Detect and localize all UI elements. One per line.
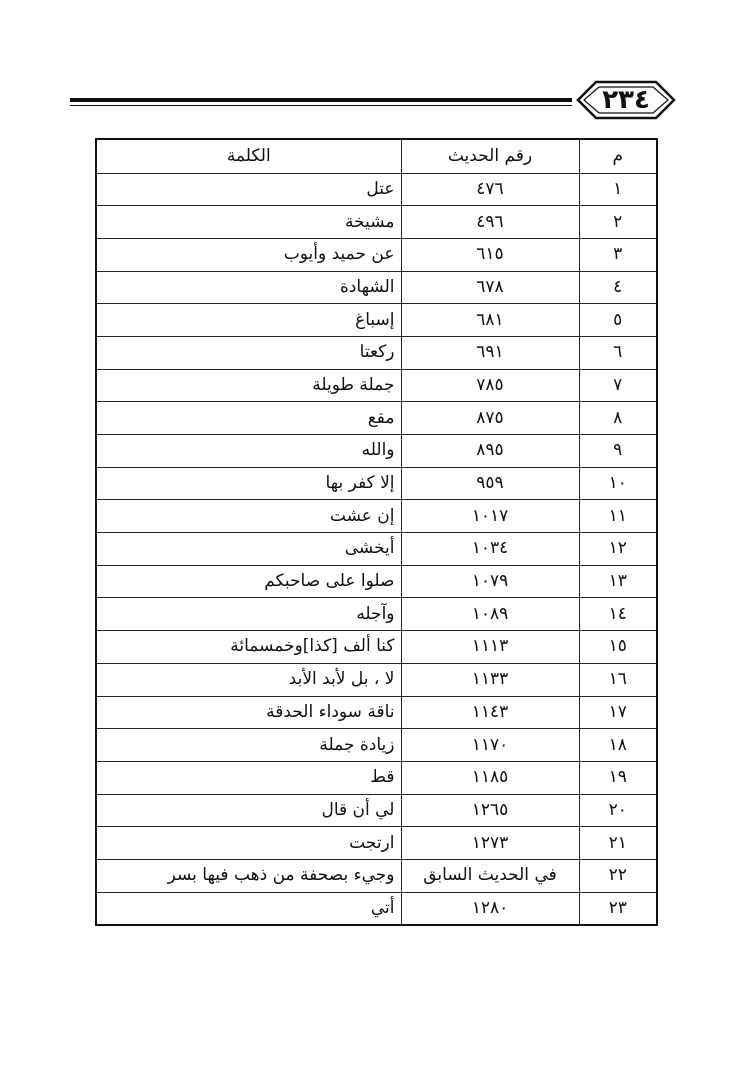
word: إلا كفر بها [96,467,401,500]
hadith-number: ١٢٦٥ [401,794,579,827]
hadith-number: ٤٩٦ [401,206,579,239]
row-index: ١٥ [579,631,657,664]
word: عن حميد وأيوب [96,238,401,271]
hadith-words-table [95,138,658,926]
word: ناقة سوداء الحدقة [96,696,401,729]
table-row [96,467,657,500]
row-index: ٤ [579,271,657,304]
hadith-number: ٦١٥ [401,238,579,271]
word: إن عشت [96,500,401,533]
word: وآجله [96,598,401,631]
hadith-number: ٦٧٨ [401,271,579,304]
table-row [96,859,657,892]
hadith-number: ١١٤٣ [401,696,579,729]
hadith-number: ١٠٧٩ [401,565,579,598]
hadith-number: ٨٧٥ [401,402,579,435]
row-index: ٧ [579,369,657,402]
word: كنا ألف [كذا]وخمسمائة [96,631,401,664]
word: جملة طويلة [96,369,401,402]
table-row [96,729,657,762]
row-index: ٢ [579,206,657,239]
row-index: ١٦ [579,663,657,696]
hadith-number: ١١١٣ [401,631,579,664]
row-index: ١١ [579,500,657,533]
table-row [96,533,657,566]
page-number: ٢٣٤ [602,85,650,115]
hadith-number: ١١٧٠ [401,729,579,762]
hadith-number: في الحديث السابق [401,859,579,892]
hadith-number: ١١٨٥ [401,761,579,794]
row-index: ٥ [579,304,657,337]
table-row [96,598,657,631]
row-index: ٢٣ [579,892,657,925]
row-index: ١٢ [579,533,657,566]
row-index: ٢٠ [579,794,657,827]
word: والله [96,435,401,468]
header-rule [70,98,572,106]
table-row [96,238,657,271]
table-row [96,631,657,664]
table-row [96,206,657,239]
hadith-number: ٦٨١ [401,304,579,337]
table-row [96,892,657,925]
hadith-number: ٦٩١ [401,336,579,369]
word: لي أن قال [96,794,401,827]
word: ارتجت [96,827,401,860]
header-m: م [579,139,657,173]
table-body [96,173,657,925]
word: إسباغ [96,304,401,337]
word: ركعتا [96,336,401,369]
header-word: الكلمة [96,139,401,173]
hadith-number: ١٢٨٠ [401,892,579,925]
table-header-row [96,139,657,173]
row-index: ٢٢ [579,859,657,892]
word: أتي [96,892,401,925]
row-index: ١٤ [579,598,657,631]
table-row [96,173,657,206]
word: زيادة جملة [96,729,401,762]
row-index: ١٠ [579,467,657,500]
hadith-number: ١١٣٣ [401,663,579,696]
table-row [96,500,657,533]
word: لا ، بل لأبد الأبد [96,663,401,696]
table-row [96,696,657,729]
word: عتل [96,173,401,206]
hadith-number: ١٠٣٤ [401,533,579,566]
hadith-number: ٤٧٦ [401,173,579,206]
hadith-number: ٨٩٥ [401,435,579,468]
hadith-number: ١٠٨٩ [401,598,579,631]
table-row [96,761,657,794]
word: وجيء بصحفة من ذهب فيها بسر [96,859,401,892]
hadith-number: ١٢٧٣ [401,827,579,860]
row-index: ١٧ [579,696,657,729]
table-row [96,271,657,304]
row-index: ٩ [579,435,657,468]
header-hadith-number: رقم الحديث [401,139,579,173]
table-row [96,369,657,402]
row-index: ١٨ [579,729,657,762]
word: مقع [96,402,401,435]
row-index: ٦ [579,336,657,369]
word: مشيخة [96,206,401,239]
table-row [96,402,657,435]
row-index: ١٣ [579,565,657,598]
page-number-badge [572,72,680,128]
hadith-number: ٧٨٥ [401,369,579,402]
row-index: ١٩ [579,761,657,794]
word: الشهادة [96,271,401,304]
row-index: ٨ [579,402,657,435]
table-row [96,827,657,860]
table-row [96,336,657,369]
hadith-number: ٩٥٩ [401,467,579,500]
row-index: ٣ [579,238,657,271]
word: صلوا على صاحبكم [96,565,401,598]
table-row [96,663,657,696]
hadith-number: ١٠١٧ [401,500,579,533]
table-row [96,435,657,468]
table-row [96,794,657,827]
row-index: ١ [579,173,657,206]
table-row [96,304,657,337]
word: أيخشى [96,533,401,566]
word: قط [96,761,401,794]
row-index: ٢١ [579,827,657,860]
table-row [96,565,657,598]
